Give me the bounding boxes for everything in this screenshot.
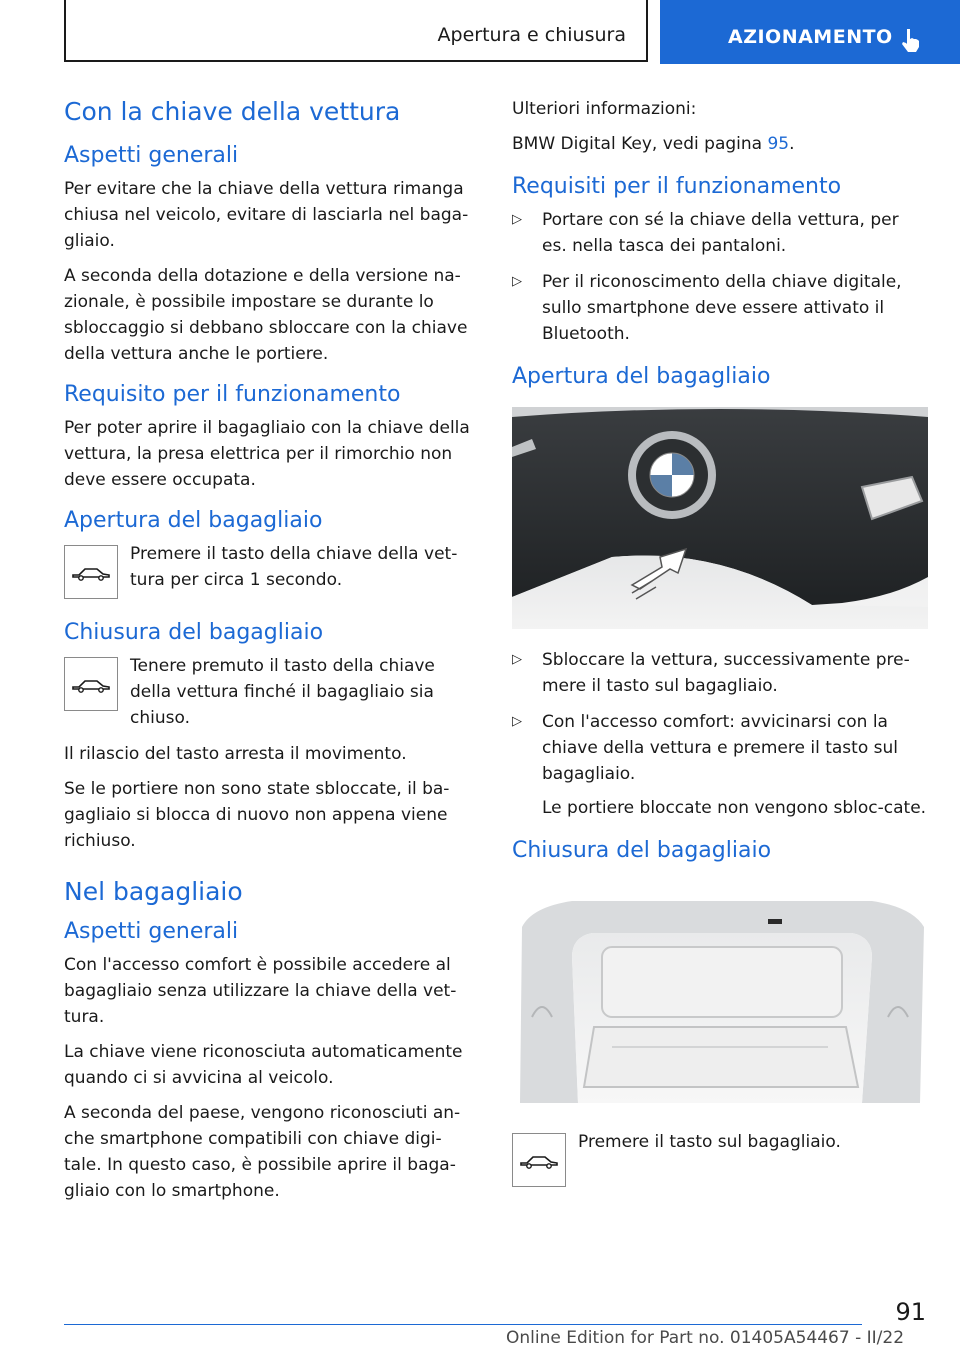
info-reference: BMW Digital Key, vedi pagina 95.	[512, 134, 795, 154]
chapter-title: AZIONAMENTO	[728, 26, 893, 48]
section-tab	[64, 0, 648, 62]
page-header	[0, 0, 960, 64]
heading-open-trunk-2: Apertura del bagagliaio	[512, 364, 771, 389]
paragraph: Con l'accesso comfort è possibile accedere al bagagliaio senza utilizzare la chiave della vet-tura.	[64, 955, 457, 1027]
bullet-icon: ▷	[512, 212, 522, 227]
heading-general-2: Aspetti generali	[64, 919, 239, 944]
edition-note: Online Edition for Part no. 01405A54467 - II/22	[506, 1328, 905, 1348]
bullet-icon: ▷	[512, 714, 522, 729]
heading-in-trunk: Nel bagagliaio	[64, 877, 243, 906]
trunk-button-photo	[512, 407, 928, 629]
list-item: ▷ Per il riconoscimento della chiave digitale, sullo smartphone deve essere attivato il Bluetooth.	[512, 269, 928, 347]
list-item-note: Le portiere bloccate non vengono sbloc-cate.	[542, 798, 927, 818]
key-instruction	[512, 1129, 928, 1193]
paragraph: Se le portiere non sono state sbloccate, il ba-gagliaio si blocca di nuovo non appena viene richiuso.	[64, 779, 450, 851]
left-column	[64, 96, 476, 1213]
list-item: ▷ Sbloccare la vettura, successivamente pre-mere il tasto sul bagagliaio.	[512, 647, 928, 699]
paragraph: La chiave viene riconosciuta automaticamente quando ci si avvicina al veicolo.	[64, 1042, 463, 1088]
paragraph: A seconda della dotazione e della versione na-zionale, è possibile impostare se durante lo sbloccaggio si debbano sbloccare con la chiave della vettura anche le portiere.	[64, 266, 468, 364]
car-trunk-icon	[64, 657, 118, 711]
paragraph: A seconda del paese, vengono riconosciuti an-che smartphone compatibili con chiave digi-tale. In questo caso, è possibile aprire il baga-gliaio con lo smartphone.	[64, 1103, 461, 1201]
paragraph: Per poter aprire il bagagliaio con la chiave della vettura, la presa elettrica per il rimorchio non deve essere occupata.	[64, 418, 470, 490]
footer-divider	[64, 1324, 862, 1325]
bullet-icon: ▷	[512, 274, 522, 289]
info-label: Ulteriori informazioni:	[512, 99, 697, 119]
key-instruction-text: Premere il tasto sul bagagliaio.	[578, 1132, 841, 1152]
chapter-tab	[660, 0, 960, 64]
key-instruction-text: Premere il tasto della chiave della vet-tura per circa 1 secondo.	[130, 544, 458, 590]
trunk-interior-photo	[512, 897, 928, 1103]
requirements-list	[512, 207, 928, 347]
page-number: 91	[895, 1298, 926, 1326]
paragraph: Per evitare che la chiave della vettura rimanga chiusa nel veicolo, evitare di lasciarla nel baga-gliaio.	[64, 179, 469, 251]
right-column	[512, 96, 928, 1203]
page-link[interactable]: 95	[767, 134, 790, 154]
key-instruction	[64, 541, 476, 605]
list-item: ▷ Con l'accesso comfort: avvicinarsi con la chiave della vettura e premere il tasto sul bagagliaio. Le portiere bloccate non vengono sbloc-cate.	[512, 709, 928, 821]
paragraph: Il rilascio del tasto arresta il movimento.	[64, 744, 407, 764]
car-trunk-icon	[64, 545, 118, 599]
heading-close-trunk-2: Chiusura del bagagliaio	[512, 838, 772, 863]
heading-close-trunk: Chiusura del bagagliaio	[64, 620, 324, 645]
key-instruction	[64, 653, 476, 731]
hand-pointer-icon	[900, 27, 922, 53]
heading-requirement: Requisito per il funzionamento	[64, 382, 401, 407]
bullet-icon: ▷	[512, 652, 522, 667]
car-trunk-icon	[512, 1133, 566, 1187]
heading-open-trunk: Apertura del bagagliaio	[64, 508, 323, 533]
open-steps-list	[512, 647, 928, 821]
section-title: Apertura e chiusura	[437, 24, 626, 46]
heading-key: Con la chiave della vettura	[64, 97, 401, 126]
list-item: ▷ Portare con sé la chiave della vettura, per es. nella tasca dei pantaloni.	[512, 207, 928, 259]
heading-general: Aspetti generali	[64, 143, 239, 168]
key-instruction-text: Tenere premuto il tasto della chiave della vettura finché il bagagliaio sia chiuso.	[130, 656, 435, 728]
heading-requirements: Requisiti per il funzionamento	[512, 174, 842, 199]
